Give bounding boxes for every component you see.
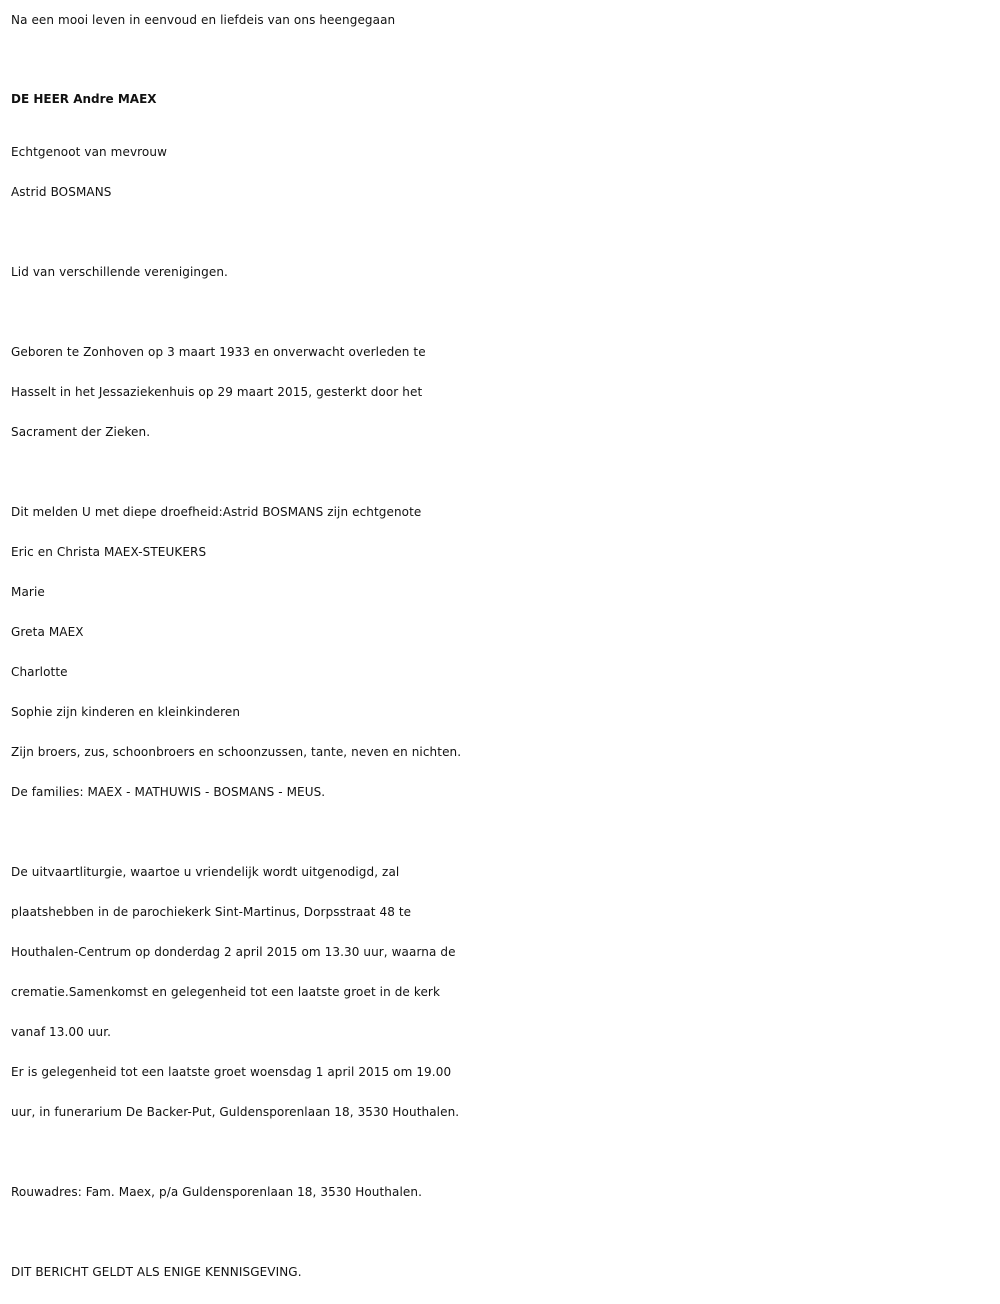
spouse-line: Echtgenoot van mevrouw xyxy=(11,145,167,159)
spacer xyxy=(11,292,996,332)
obituary-notice xyxy=(11,0,996,1292)
spacer xyxy=(11,812,996,852)
intro-text: Na een mooi leven in eenvoud en liefdeis van ons heengegaan xyxy=(11,13,396,27)
spacer xyxy=(11,452,996,492)
deceased-name: DE HEER Andre MAEX xyxy=(11,92,157,106)
birth-death-line: Sacrament der Zieken. xyxy=(11,425,151,439)
family-line: Marie xyxy=(11,585,45,599)
spacer xyxy=(11,1212,996,1252)
funeral-line: Er is gelegenheid tot een laatste groet woensdag 1 april 2015 om 19.00 xyxy=(11,1065,452,1079)
family-line: Charlotte xyxy=(11,665,68,679)
family-line: Eric en Christa MAEX-STEUKERS xyxy=(11,545,207,559)
funeral-line: crematie.Samenkomst en gelegenheid tot een laatste groet in de kerk xyxy=(11,985,441,999)
birth-death-line: Hasselt in het Jessaziekenhuis op 29 maart 2015, gesterkt door het xyxy=(11,385,423,399)
spouse-name: Astrid BOSMANS xyxy=(11,185,112,199)
family-line: Sophie zijn kinderen en kleinkinderen xyxy=(11,705,241,719)
funeral-line: De uitvaartliturgie, waartoe u vriendelijk wordt uitgenodigd, zal xyxy=(11,865,400,879)
closing-notice: DIT BERICHT GELDT ALS ENIGE KENNISGEVING. xyxy=(11,1265,302,1279)
family-line: Greta MAEX xyxy=(11,625,84,639)
birth-death-line: Geboren te Zonhoven op 3 maart 1933 en onverwacht overleden te xyxy=(11,345,426,359)
funeral-line: vanaf 13.00 uur. xyxy=(11,1025,112,1039)
funeral-line: Houthalen-Centrum op donderdag 2 april 2015 om 13.30 uur, waarna de xyxy=(11,945,456,959)
spacer xyxy=(11,212,996,252)
membership-text: Lid van verschillende verenigingen. xyxy=(11,265,228,279)
family-line: Dit melden U met diepe droefheid:Astrid BOSMANS zijn echtgenote xyxy=(11,505,422,519)
mourning-address: Rouwadres: Fam. Maex, p/a Guldensporenlaan 18, 3530 Houthalen. xyxy=(11,1185,423,1199)
family-line: De families: MAEX - MATHUWIS - BOSMANS - MEUS. xyxy=(11,785,326,799)
funeral-line: uur, in funerarium De Backer-Put, Guldensporenlaan 18, 3530 Houthalen. xyxy=(11,1105,460,1119)
funeral-line: plaatshebben in de parochiekerk Sint-Martinus, Dorpsstraat 48 te xyxy=(11,905,412,919)
family-line: Zijn broers, zus, schoonbroers en schoonzussen, tante, neven en nichten. xyxy=(11,745,462,759)
spacer xyxy=(11,1132,996,1172)
